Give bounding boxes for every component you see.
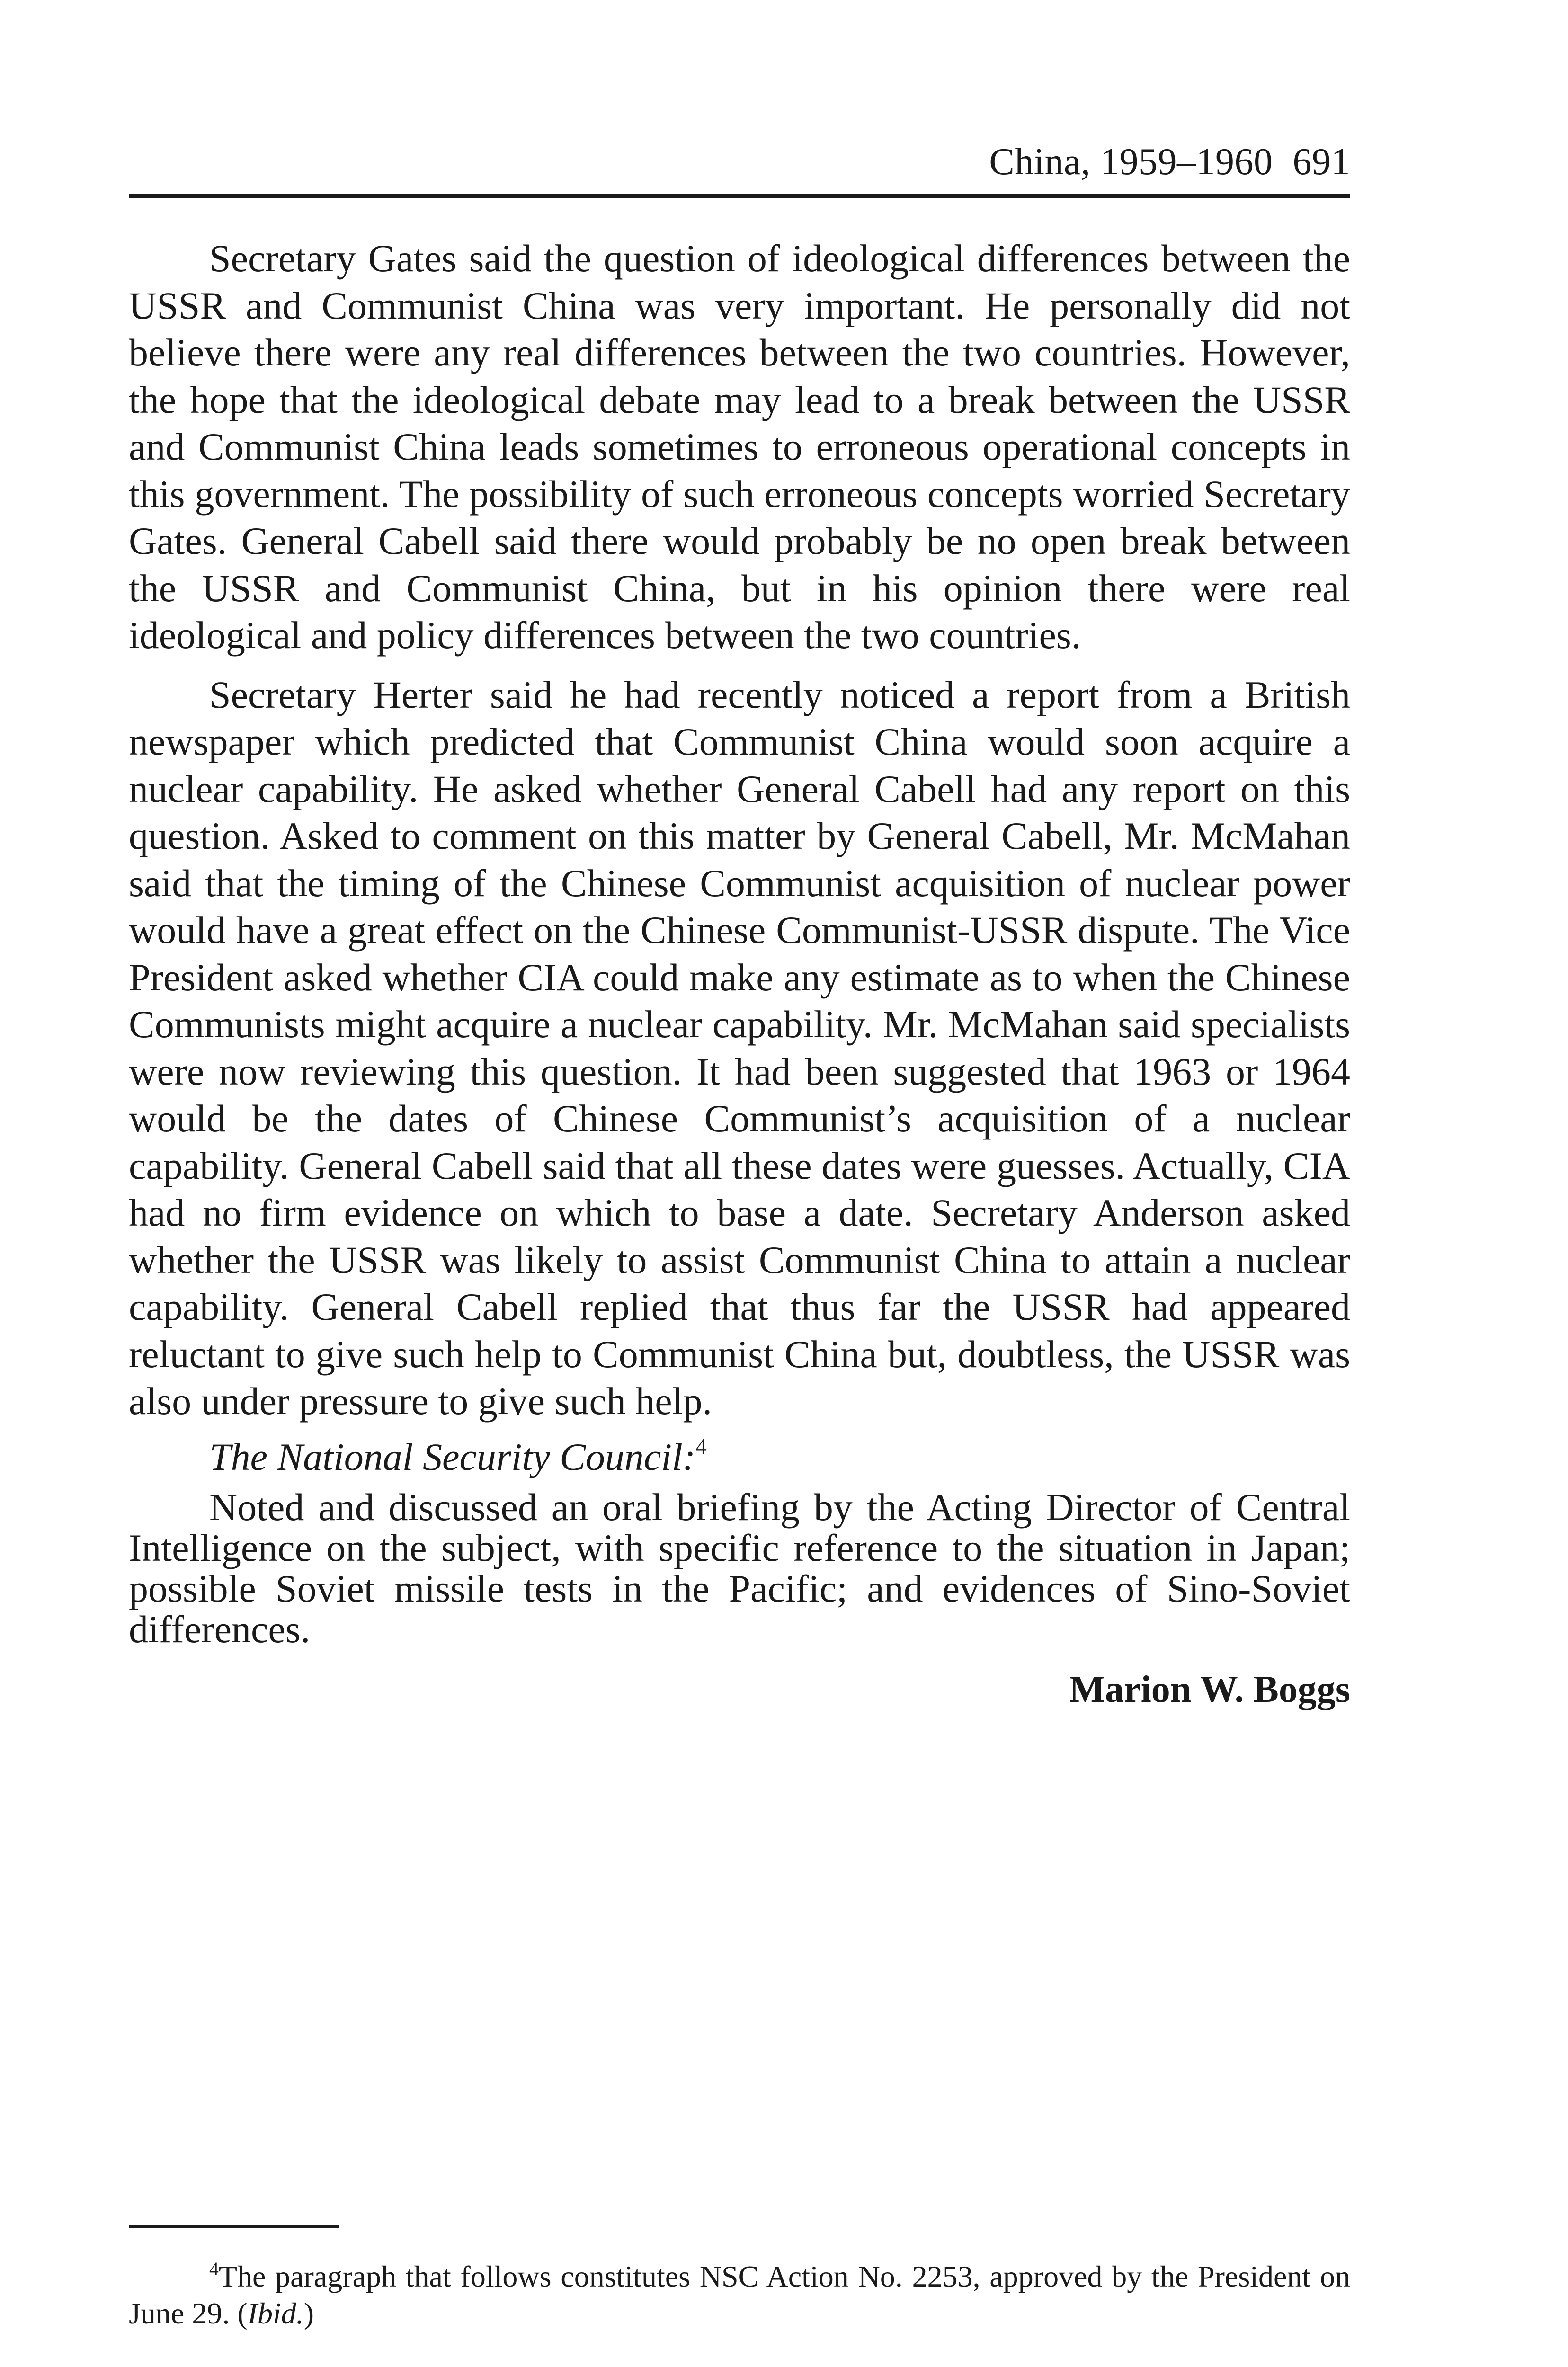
- paragraph-gates: Secretary Gates said the question of ideological differences between the USSR and Communist China was very important. He personally did not believe there were any real differences between the two countries. However, the hope that the ideological debate may lead to a break between the USSR and Communist China leads sometimes to erroneous operational concepts in this government. The possibility of such erroneous concepts worried Secretary Gates. General Cabell said there would probably be no open break between the USSR and Communist China, but in his opinion there were real ideological and policy differences between the two countries.: [129, 237, 1350, 657]
- footnote-text: The paragraph that follows constitutes NSC Action No. 2253, approved by the President on June 29. (: [129, 2260, 1350, 2330]
- body-text: [129, 235, 1350, 1713]
- footnote-number: 4: [209, 2259, 219, 2280]
- footnote-reference: 4: [695, 1434, 707, 1459]
- footnote-close: ): [303, 2296, 314, 2330]
- council-heading: [129, 1433, 1350, 1481]
- running-head-title: China, 1959–1960: [989, 141, 1273, 183]
- footnote-ibid: Ibid.: [247, 2296, 304, 2330]
- footnote: [129, 2258, 1350, 2332]
- running-head: [129, 138, 1350, 186]
- header-rule: [129, 194, 1350, 198]
- page-number: 691: [1292, 141, 1350, 183]
- paragraph-herter: Secretary Herter said he had recently noticed a report from a British newspaper which predicted that Communist China would soon acquire a nuclear capability. He asked whether General Cabell had any report on this question. Asked to comment on this matter by General Cabell, Mr. McMahan said that the timing of the Chinese Communist acquisition of nuclear power would have a great effect on the Chinese Communist-USSR dispute. The Vice President asked whether CIA could make any estimate as to when the Chinese Communists might acquire a nuclear capability. Mr. McMahan said specialists were now reviewing this question. It had been suggested that 1963 or 1964 would be the dates of Chinese Communist’s acquisition of a nuclear capability. General Cabell said that all these dates were guesses. Actually, CIA had no firm evidence on which to base a date. Secretary Anderson asked whether the USSR was likely to assist Communist China to attain a nuclear capability. General Cabell replied that thus far the USSR had appeared reluctant to give such help to Communist China but, doubtless, the USSR was also under pressure to give such help.: [129, 673, 1350, 1423]
- footnote-rule: [129, 2225, 339, 2228]
- council-heading-text: The National Security Council:: [209, 1435, 696, 1478]
- paragraph-action: Noted and discussed an oral briefing by the Acting Director of Central Intelligence on the subject, with specific reference to the situation in Japan; possible Soviet missile tests in the Pacific; and evidences of Sino-Soviet differences.: [129, 1486, 1350, 1651]
- signature: Marion W. Boggs: [1069, 1669, 1350, 1710]
